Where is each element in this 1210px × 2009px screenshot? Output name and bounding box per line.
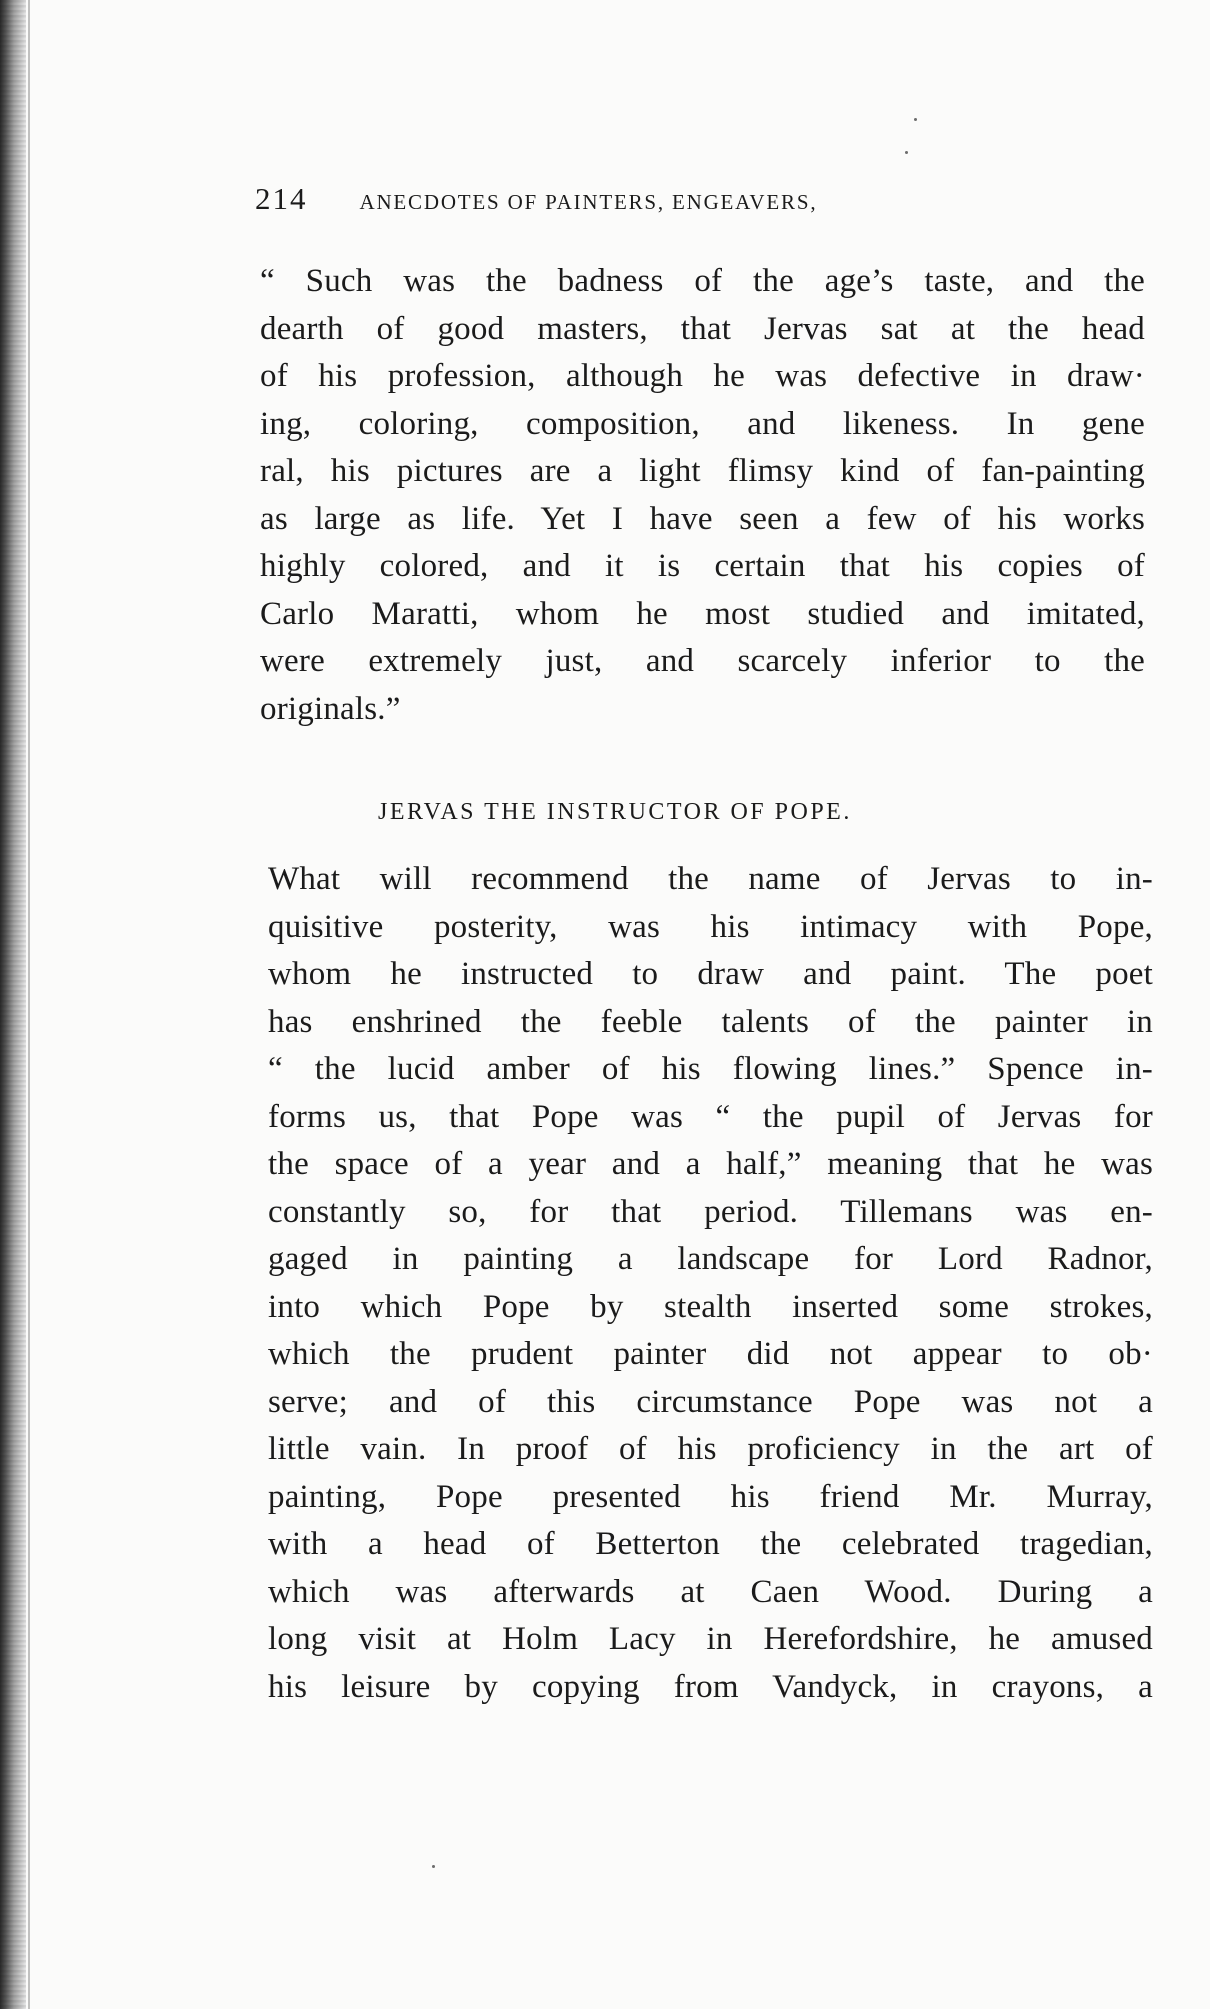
- page-header: [255, 181, 1035, 215]
- text-line: has enshrined the feeble talents of the painter in: [268, 1003, 1153, 1040]
- text-line: constantly so, for that period. Tillemans was en-: [268, 1193, 1153, 1230]
- text-line: into which Pope by stealth inserted some strokes,: [268, 1288, 1153, 1325]
- text-line: highly colored, and it is certain that his copies of: [260, 548, 1145, 584]
- text-line: with a head of Betterton the celebrated tragedian,: [268, 1526, 1153, 1562]
- text-line: dearth of good masters, that Jervas sat at the head: [260, 310, 1145, 347]
- text-line: ing, coloring, composition, and likeness. In gene: [260, 405, 1145, 442]
- text-line: which the prudent painter did not appear to ob·: [268, 1336, 1153, 1372]
- text-line: of his profession, although he was defective in draw·: [260, 358, 1145, 394]
- text-line: forms us, that Pope was “ the pupil of Jervas for: [268, 1098, 1153, 1135]
- quotation-paragraph: [260, 258, 1145, 733]
- text-line: which was afterwards at Caen Wood. During a: [268, 1573, 1153, 1610]
- text-line: Carlo Maratti, whom he most studied and imitated,: [260, 595, 1145, 632]
- running-head: ANECDOTES OF PAINTERS, ENGEAVERS,: [359, 190, 818, 214]
- text-line: “ the lucid amber of his flowing lines.” Spence in-: [268, 1051, 1153, 1087]
- print-speck: [905, 151, 908, 154]
- text-line: What will recommend the name of Jervas to in-: [268, 861, 1153, 897]
- binding-edge: [0, 0, 26, 2009]
- text-line: ral, his pictures are a light flimsy kind of fan-painting: [260, 453, 1145, 489]
- section-heading: JERVAS THE INSTRUCTOR OF POPE.: [378, 799, 852, 825]
- text-line: the space of a year and a half,” meaning that he was: [268, 1146, 1153, 1182]
- text-line: were extremely just, and scarcely inferior to the: [260, 643, 1145, 679]
- text-line: serve; and of this circumstance Pope was not a: [268, 1383, 1153, 1420]
- text-line: “ Such was the badness of the age’s taste, and the: [260, 263, 1145, 299]
- print-speck: [914, 118, 917, 121]
- text-line: his leisure by copying from Vandyck, in crayons, a: [268, 1668, 1153, 1705]
- text-line: long visit at Holm Lacy in Herefordshire, he amused: [268, 1621, 1153, 1657]
- text-line: originals.”: [260, 690, 401, 727]
- text-line: painting, Pope presented his friend Mr. Murray,: [268, 1478, 1153, 1515]
- text-line: gaged in painting a landscape for Lord Radnor,: [268, 1241, 1153, 1277]
- print-speck: [432, 1865, 435, 1868]
- section-paragraph: [268, 856, 1153, 1711]
- text-line: whom he instructed to draw and paint. The poet: [268, 956, 1153, 992]
- binding-line: [28, 0, 30, 2009]
- text-line: as large as life. Yet I have seen a few of his works: [260, 500, 1145, 537]
- text-line: little vain. In proof of his proficiency in the art of: [268, 1431, 1153, 1467]
- page-number: 214: [255, 181, 308, 216]
- text-line: quisitive posterity, was his intimacy with Pope,: [268, 908, 1153, 945]
